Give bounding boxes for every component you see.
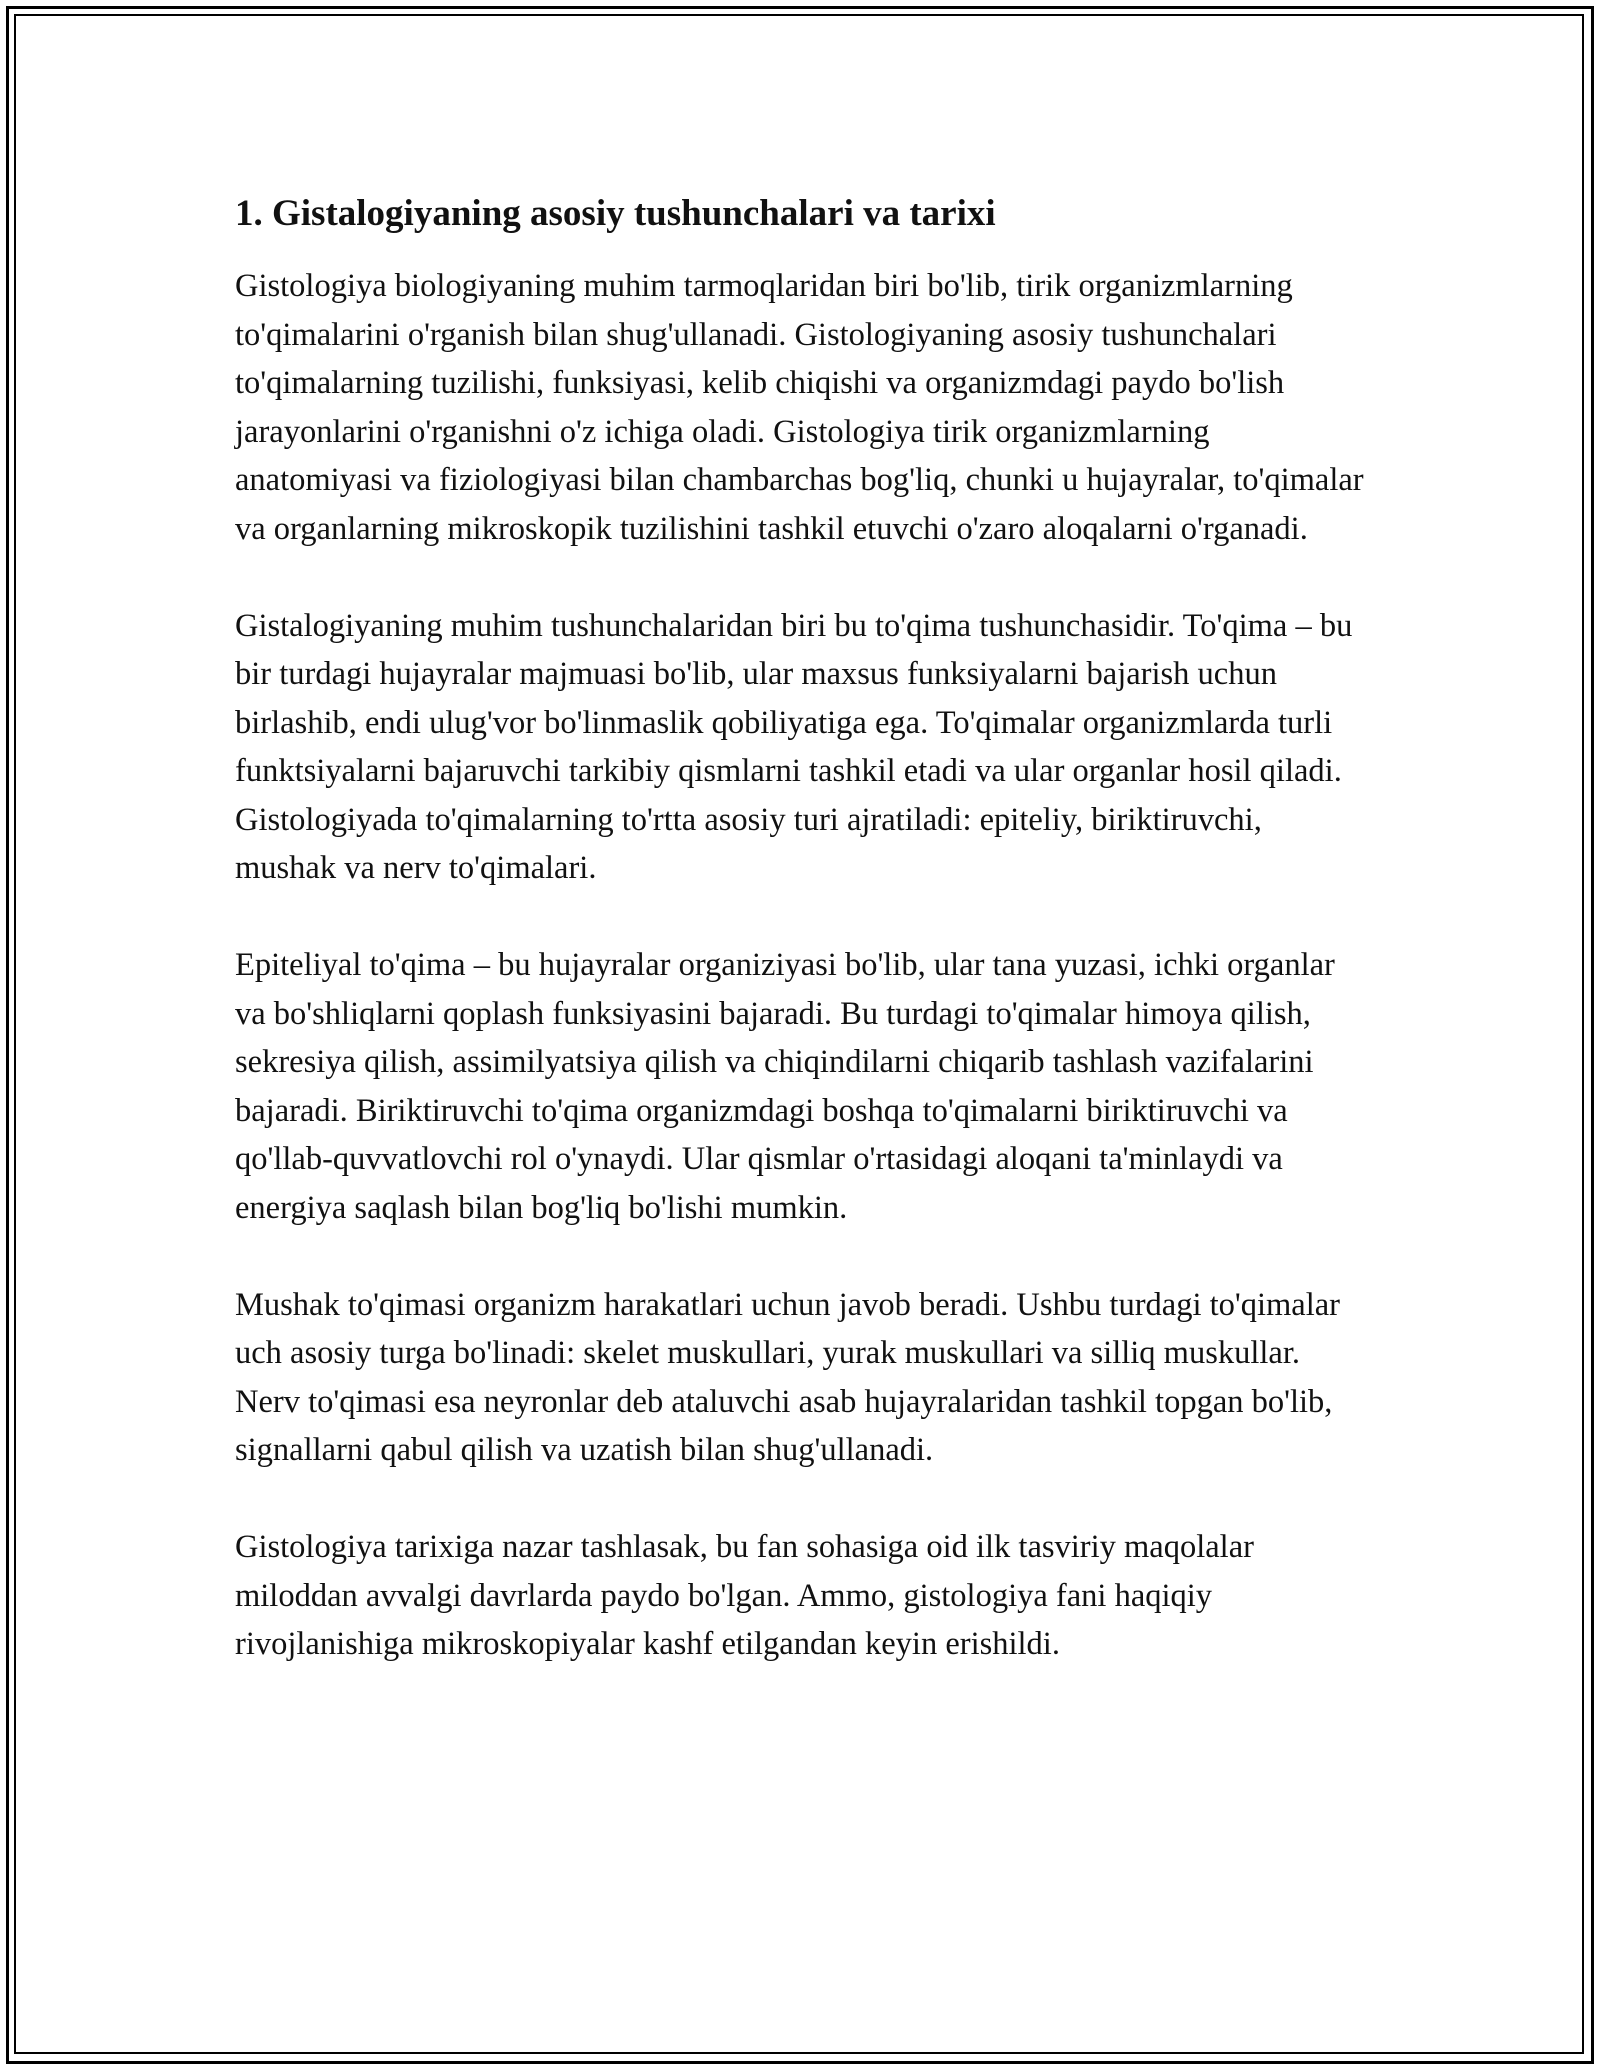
paragraph-2: Gistalogiyaning muhim tushunchalaridan biri bu to'qima tushunchasidir. To'qima – bu bir turdagi hujayralar majmuasi bo'lib, ular maxsus funksiyalarni bajarish uchun birlashib, endi ulug'vor bo'linmaslik qobiliyatiga ega. To'qimalar organizmlarda turli funktsiyalarni bajaruvchi tarkibiy qismlarni tashkil etadi va ular organlar hosil qiladi. Gistologiyada to'qimalarning to'rtta asosiy turi ajratiladi: epiteliy, biriktiruvchi, mushak va nerv to'qimalari. — [235, 607, 1353, 886]
document-title: 1. Gistalogiyaning asosiy tushunchalari va tarixi — [235, 193, 996, 234]
paragraph-1: Gistologiya biologiyaning muhim tarmoqlaridan biri bo'lib, tirik organizmlarning to'qimalarini o'rganish bilan shug'ullanadi. Gistologiyaning asosiy tushunchalari to'qimalarning tuzilishi, funksiyasi, kelib chiqishi va organizmdagi paydo bo'lish jarayonlarini o'rganishni o'z ichiga oladi. Gistologiya tirik organizmlarning anatomiyasi va fiziologiyasi bilan chambarchas bog'liq, chunki u hujayralar, to'qimalar va organlarning mikroskopik tuzilishini tashkil etuvchi o'zaro aloqalarni o'rganadi. — [235, 268, 1364, 547]
paragraph-3: Epiteliyal to'qima – bu hujayralar organiziyasi bo'lib, ular tana yuzasi, ichki organlar va bo'shliqlarni qoplash funksiyasini bajaradi. Bu turdagi to'qimalar himoya qilish, sekresiya qilish, assimilyatsiya qilish va chiqindilarni chiqarib tashlash vazifalarini bajaradi. Biriktiruvchi to'qima organizmdagi boshqa to'qimalarni biriktiruvchi va qo'llab-quvvatlovchi rol o'ynaydi. Ular qismlar o'rtasidagi aloqani ta'minlaydi va energiya saqlash bilan bog'liq bo'lishi mumkin. — [235, 947, 1335, 1226]
paragraph-4: Mushak to'qimasi organizm harakatlari uchun javob beradi. Ushbu turdagi to'qimalar uch asosiy turga bo'linadi: skelet muskullari, yurak muskullari va silliq muskullar. Nerv to'qimasi esa neyronlar deb ataluvchi asab hujayralaridan tashkil topgan bo'lib, signallarni qabul qilish va uzatish bilan shug'ullanadi. — [235, 1286, 1340, 1468]
document-body — [235, 186, 1365, 1669]
paragraph-5: Gistologiya tarixiga nazar tashlasak, bu fan sohasiga oid ilk tasviriy maqolalar miloddan avvalgi davrlarda paydo bo'lgan. Ammo, gistologiya fani haqiqiy rivojlanishiga mikroskopiyalar kashf etilgandan keyin erishildi. — [235, 1529, 1254, 1662]
